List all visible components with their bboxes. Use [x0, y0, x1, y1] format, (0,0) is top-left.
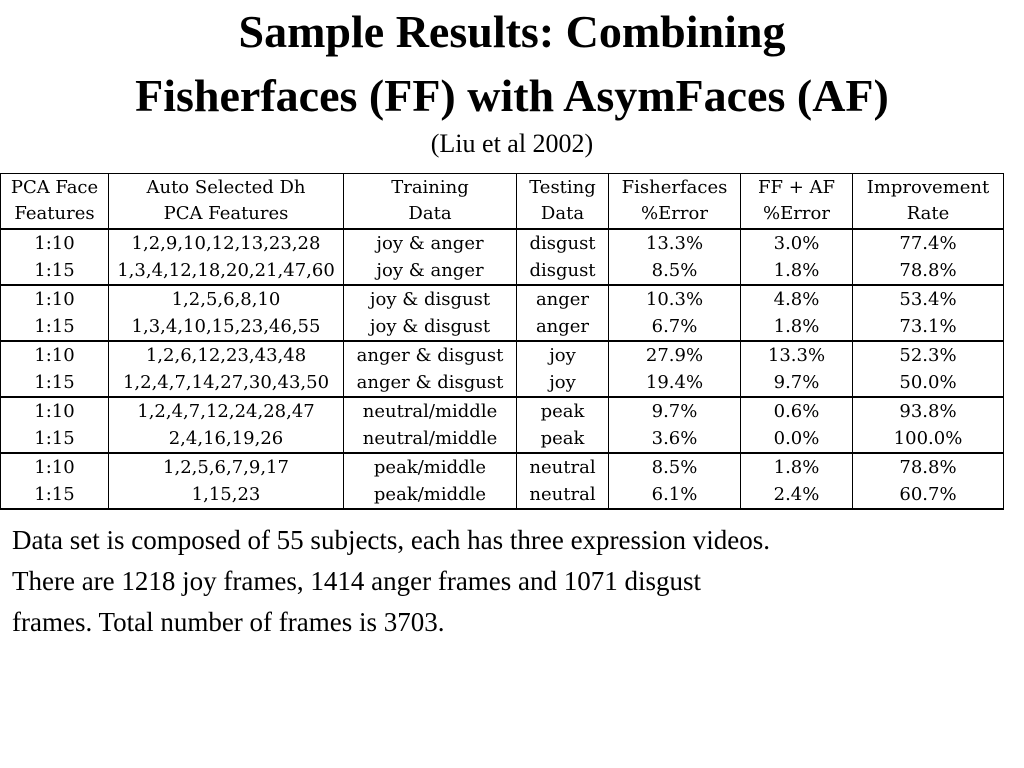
cell-testing: joy	[517, 369, 609, 397]
cell-ffaf-error: 13.3%	[741, 341, 853, 369]
cell-improvement: 73.1%	[853, 313, 1004, 341]
cell-ff-error: 13.3%	[609, 229, 741, 257]
cell-pca-face: 1:10	[1, 341, 109, 369]
cell-ffaf-error: 4.8%	[741, 285, 853, 313]
dataset-description-line-1: Data set is composed of 55 subjects, each has three expression videos.	[12, 525, 771, 555]
cell-testing: neutral	[517, 481, 609, 509]
cell-improvement: 78.8%	[853, 257, 1004, 285]
cell-ffaf-error: 9.7%	[741, 369, 853, 397]
cell-auto-selected: 1,2,5,6,7,9,17	[109, 453, 344, 481]
cell-improvement: 77.4%	[853, 229, 1004, 257]
cell-pca-face: 1:15	[1, 425, 109, 453]
cell-training: neutral/middle	[344, 425, 517, 453]
cell-auto-selected: 1,2,6,12,23,43,48	[109, 341, 344, 369]
cell-training: joy & disgust	[344, 313, 517, 341]
cell-auto-selected: 1,2,4,7,12,24,28,47	[109, 397, 344, 425]
cell-ffaf-error: 1.8%	[741, 313, 853, 341]
cell-auto-selected: 2,4,16,19,26	[109, 425, 344, 453]
citation: (Liu et al 2002)	[430, 129, 594, 158]
cell-improvement: 52.3%	[853, 341, 1004, 369]
table-row	[1, 257, 1004, 285]
cell-testing: anger	[517, 285, 609, 313]
cell-improvement: 78.8%	[853, 453, 1004, 481]
header-pca-face-features: PCA Face Features	[1, 174, 109, 230]
table-row	[1, 481, 1004, 509]
cell-pca-face: 1:15	[1, 481, 109, 509]
cell-auto-selected: 1,15,23	[109, 481, 344, 509]
table-row	[1, 369, 1004, 397]
cell-pca-face: 1:10	[1, 285, 109, 313]
cell-ff-error: 8.5%	[609, 453, 741, 481]
cell-testing: peak	[517, 425, 609, 453]
cell-ff-error: 6.7%	[609, 313, 741, 341]
header-fisherfaces-error: Fisherfaces %Error	[609, 174, 741, 230]
cell-training: neutral/middle	[344, 397, 517, 425]
cell-auto-selected: 1,2,5,6,8,10	[109, 285, 344, 313]
table-row	[1, 341, 1004, 369]
table-header-row	[1, 174, 1004, 230]
cell-pca-face: 1:10	[1, 453, 109, 481]
cell-ffaf-error: 0.0%	[741, 425, 853, 453]
cell-auto-selected: 1,2,9,10,12,13,23,28	[109, 229, 344, 257]
table-row	[1, 453, 1004, 481]
cell-training: joy & anger	[344, 229, 517, 257]
cell-training: joy & disgust	[344, 285, 517, 313]
cell-ffaf-error: 1.8%	[741, 453, 853, 481]
cell-ffaf-error: 2.4%	[741, 481, 853, 509]
cell-testing: anger	[517, 313, 609, 341]
cell-pca-face: 1:15	[1, 369, 109, 397]
cell-improvement: 93.8%	[853, 397, 1004, 425]
cell-auto-selected: 1,3,4,10,15,23,46,55	[109, 313, 344, 341]
dataset-description-line-2: There are 1218 joy frames, 1414 anger frames and 1071 disgust	[12, 566, 702, 596]
header-improvement-rate: Improvement Rate	[853, 174, 1004, 230]
cell-pca-face: 1:15	[1, 257, 109, 285]
cell-ff-error: 8.5%	[609, 257, 741, 285]
dataset-description	[12, 520, 1002, 643]
cell-training: peak/middle	[344, 481, 517, 509]
cell-ff-error: 10.3%	[609, 285, 741, 313]
cell-training: peak/middle	[344, 453, 517, 481]
cell-ff-error: 19.4%	[609, 369, 741, 397]
header-training-data: Training Data	[344, 174, 517, 230]
header-testing-data: Testing Data	[517, 174, 609, 230]
cell-pca-face: 1:15	[1, 313, 109, 341]
cell-ff-error: 6.1%	[609, 481, 741, 509]
cell-pca-face: 1:10	[1, 397, 109, 425]
cell-testing: peak	[517, 397, 609, 425]
table-row	[1, 397, 1004, 425]
cell-testing: disgust	[517, 257, 609, 285]
cell-ffaf-error: 1.8%	[741, 257, 853, 285]
cell-pca-face: 1:10	[1, 229, 109, 257]
cell-auto-selected: 1,2,4,7,14,27,30,43,50	[109, 369, 344, 397]
cell-ff-error: 27.9%	[609, 341, 741, 369]
cell-auto-selected: 1,3,4,12,18,20,21,47,60	[109, 257, 344, 285]
cell-training: joy & anger	[344, 257, 517, 285]
cell-ffaf-error: 0.6%	[741, 397, 853, 425]
cell-improvement: 50.0%	[853, 369, 1004, 397]
cell-improvement: 53.4%	[853, 285, 1004, 313]
table-row	[1, 285, 1004, 313]
header-auto-selected-features: Auto Selected Dh PCA Features	[109, 174, 344, 230]
header-ff-af-error: FF + AF %Error	[741, 174, 853, 230]
cell-training: anger & disgust	[344, 369, 517, 397]
cell-ffaf-error: 3.0%	[741, 229, 853, 257]
cell-ff-error: 3.6%	[609, 425, 741, 453]
cell-training: anger & disgust	[344, 341, 517, 369]
cell-improvement: 100.0%	[853, 425, 1004, 453]
results-table	[0, 173, 1004, 510]
cell-testing: neutral	[517, 453, 609, 481]
dataset-description-line-3: frames. Total number of frames is 3703.	[12, 607, 445, 637]
cell-testing: joy	[517, 341, 609, 369]
slide-title-line-2: Fisherfaces (FF) with AsymFaces (AF)	[135, 70, 889, 121]
table-row	[1, 313, 1004, 341]
table-row	[1, 229, 1004, 257]
cell-testing: disgust	[517, 229, 609, 257]
slide-title-line-1: Sample Results: Combining	[238, 6, 786, 57]
table-row	[1, 425, 1004, 453]
cell-ff-error: 9.7%	[609, 397, 741, 425]
cell-improvement: 60.7%	[853, 481, 1004, 509]
